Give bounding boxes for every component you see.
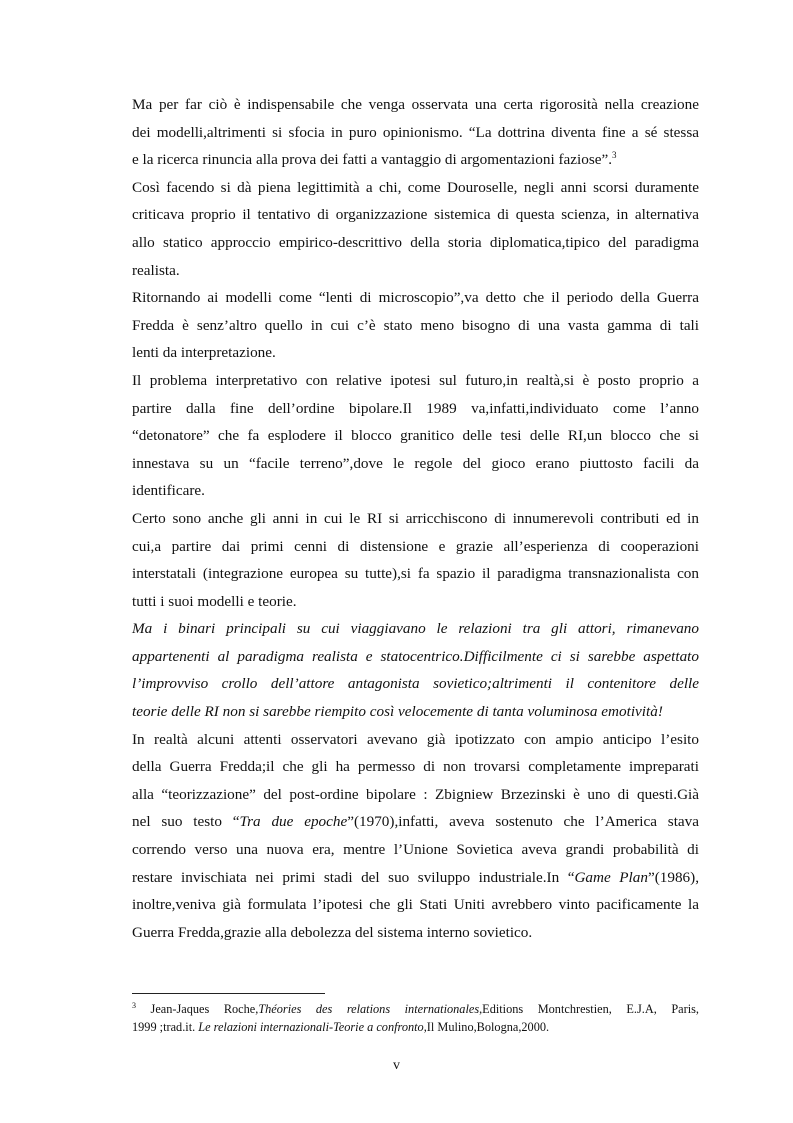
footnote-line [132,1019,699,1037]
text-line: Ma per far ciò è indispensabile che venga osservata una certa rigorosità nella creazione [132,96,699,113]
text-line: correndo verso una nuova era, mentre l’Unione Sovietica aveva grandi probabilità di [132,841,699,859]
text-line: l’improvviso crollo dell’attore antagonista sovietico;altrimenti il contenitore delle [132,675,699,693]
footnote-line [132,1001,699,1019]
text-line: Fredda è senz’altro quello in cui c’è stato meno bisogno di una vasta gamma di tali [132,316,699,334]
text-line: Il problema interpretativo con relative ipotesi sul futuro,in realtà,si è posto proprio a [132,371,699,389]
footnote-separator [132,993,325,994]
text-line: “detonatore” che fa esplodere il blocco granitico delle tesi delle RI,un blocco che si [132,427,699,445]
book-title: Game Plan [574,868,648,886]
text-span: 1999 ;trad.it. [132,1019,199,1034]
footnote-number: 3 [132,1000,136,1010]
body-text [132,91,699,946]
paragraph-2 [132,174,699,284]
text-line: della Guerra Fredda;il che gli ha permesso di non trovarsi completamente impreparati [132,758,699,776]
footnote [132,1001,699,1036]
text-line: innestava su un “facile terreno”,dove le regole del gioco erano piuttosto facili da [132,454,699,472]
text-line [132,146,699,174]
footnote-reference[interactable]: 3 [612,150,617,161]
text-line: Ma i binari principali su cui viaggiavano le relazioni tra gli attori, rimanevano [132,620,699,638]
text-line [132,808,699,836]
book-title: Théories des relations internationales [258,1002,480,1016]
text-line: In realtà alcuni attenti osservatori avevano già ipotizzato con ampio anticipo l’esito [132,730,699,748]
text-line: inoltre,veniva già formulata l’ipotesi che gli Stati Uniti avrebbero vinto pacificamente la [132,896,699,914]
paragraph-3 [132,284,699,367]
text-line: Certo sono anche gli anni in cui le RI si arricchiscono di innumerevoli contributi ed in [132,509,699,527]
text-line [132,864,699,892]
paragraph-6-italic [132,615,699,725]
text-line: allo statico approccio empirico-descrittivo della storia diplomatica,tipico del paradigma [132,233,699,251]
text-span: restare invischiata nei primi stadi del suo sviluppo industriale.In “ [132,868,575,886]
text-line: alla “teorizzazione” del post-ordine bipolare : Zbigniew Brzezinski è uno di questi.Già [132,785,699,803]
text-line: Guerra Fredda,grazie alla debolezza del sistema interno sovietico. [132,923,533,941]
text-line: partire dalla fine dell’ordine bipolare.Il 1989 va,infatti,individuato come l’anno [132,399,699,417]
text-line: tutti i suoi modelli e teorie. [132,592,297,610]
text-line: cui,a partire dai primi cenni di distensione e grazie all’esperienza di cooperazioni [132,537,699,555]
text-line: Così facendo si dà piena legittimità a chi, come Douroselle, negli anni scorsi duramente [132,178,699,196]
book-title: Le relazioni internazionali-Teorie a confronto [198,1019,424,1034]
paragraph-4 [132,367,699,505]
text-line: criticava proprio il tentativo di organizzazione sistemica di questa scienza, in alternativa [132,206,699,224]
text-line: realista. [132,261,180,279]
text-span: ,Editions Montchrestien, E.J.A, Paris, [479,1002,699,1016]
text-span: Jean-Jaques Roche, [136,1002,259,1016]
text-line: lenti da interpretazione. [132,344,276,362]
text-line: appartenenti al paradigma realista e statocentrico.Difficilmente ci si sarebbe aspettato [132,647,699,665]
paragraph-7 [132,726,699,947]
text-span: ”(1970),infatti, aveva sostenuto che l’America stava [347,813,700,831]
paragraph-1 [132,91,699,174]
paragraph-5 [132,505,699,615]
text-span: ,Il Mulino,Bologna,2000. [423,1019,550,1034]
text-line: Ritornando ai modelli come “lenti di microscopio”,va detto che il periodo della Guerra [132,289,699,307]
text-line: teorie delle RI non si sarebbe riempito così velocemente di tanta voluminosa emotività! [132,703,663,721]
page-number: v [393,1058,400,1073]
text-line: dei modelli,altrimenti si sfocia in puro opinionismo. “La dottrina diventa fine a sé stessa [132,123,699,141]
text-span: nel suo testo “ [132,813,240,831]
text-line: interstatali (integrazione europea su tutte),si fa spazio il paradigma transnazionalista con [132,565,699,583]
book-title: Tra due epoche [239,813,348,831]
text-span: e la ricerca rinuncia alla prova dei fatti a vantaggio di argomentazioni faziose”. [132,151,613,169]
text-span: ”(1986), [647,868,699,886]
text-line: identificare. [132,482,205,500]
